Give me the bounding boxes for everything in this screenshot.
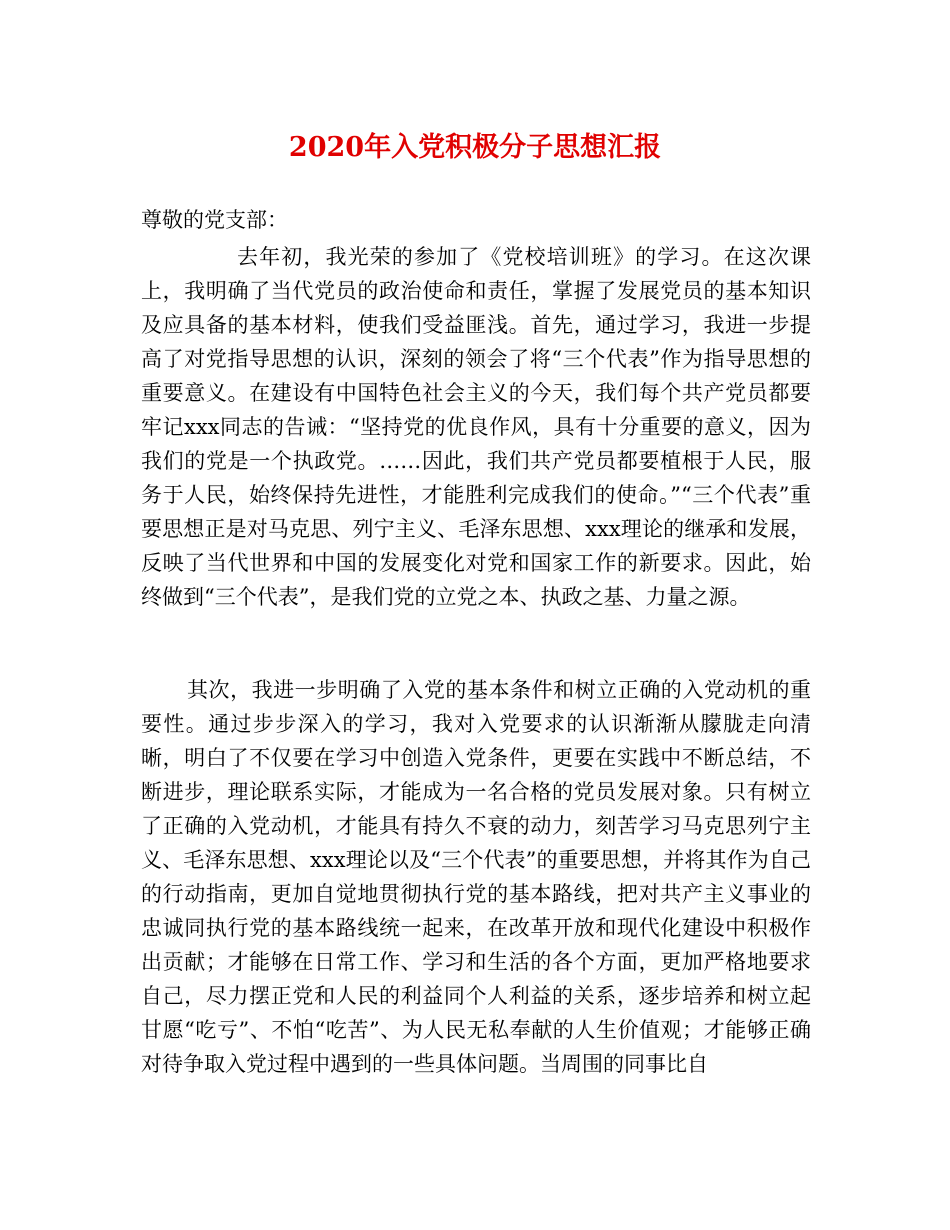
paragraph-1: 去年初，我光荣的参加了《党校培训班》的学习。在这次课上，我明确了当代党员的政治使命和责任，掌握了发展党员的基本知识及应具备的基本材料，使我们受益匪浅。首先，通过学习，我进一步提高了对党指导思想的认识，深刻的领会了将“三个代表”作为指导思想的重要意义。在建设有中国特色社会主义的今天，我们每个共产党员都要牢记xxx同志的告诫：“坚持党的优良作风，具有十分重要的意义，因为我们的党是一个执政党。……因此，我们共产党员都要植根于人民，服务于人民，始终保持先进性，才能胜利完成我们的使命。”“三个代表”重要思想正是对马克思、列宁主义、毛泽东思想、xxx理论的继承和发展，反映了当代世界和中国的发展变化对党和国家工作的新要求。因此，始终做到“三个代表”，是我们党的立党之本、执政之基、力量之源。 [141,245,811,609]
paragraph-2: 其次，我进一步明确了入党的基本条件和树立正确的入党动机的重要性。通过步步深入的学习，我对入党要求的认识渐渐从朦胧走向清晰，明白了不仅要在学习中创造入党条件，更要在实践中不断总结，不断进步，理论联系实际，才能成为一名合格的党员发展对象。只有树立了正确的入党动机，才能具有持久不衰的动力，刻苦学习马克思列宁主义、毛泽东思想、xxx理论以及“三个代表”的重要思想，并将其作为自己的行动指南，更加自觉地贯彻执行党的基本路线，把对共产主义事业的忠诚同执行党的基本路线统一起来，在改革开放和现代化建设中积极作出贡献；才能够在日常工作、学习和生活的各个方面，更加严格地要求自己，尽力摆正党和人民的利益同个人利益的关系，逐步培养和树立起甘愿“吃亏”、不怕“吃苦”、为人民无私奉献的人生价值观；才能够正确对待争取入党过程中遇到的一些具体问题。当周围的同事比自 [141,678,811,1076]
document-title: 2020年入党积极分子思想汇报 [288,132,662,163]
salutation: 尊敬的党支部： [141,208,288,232]
